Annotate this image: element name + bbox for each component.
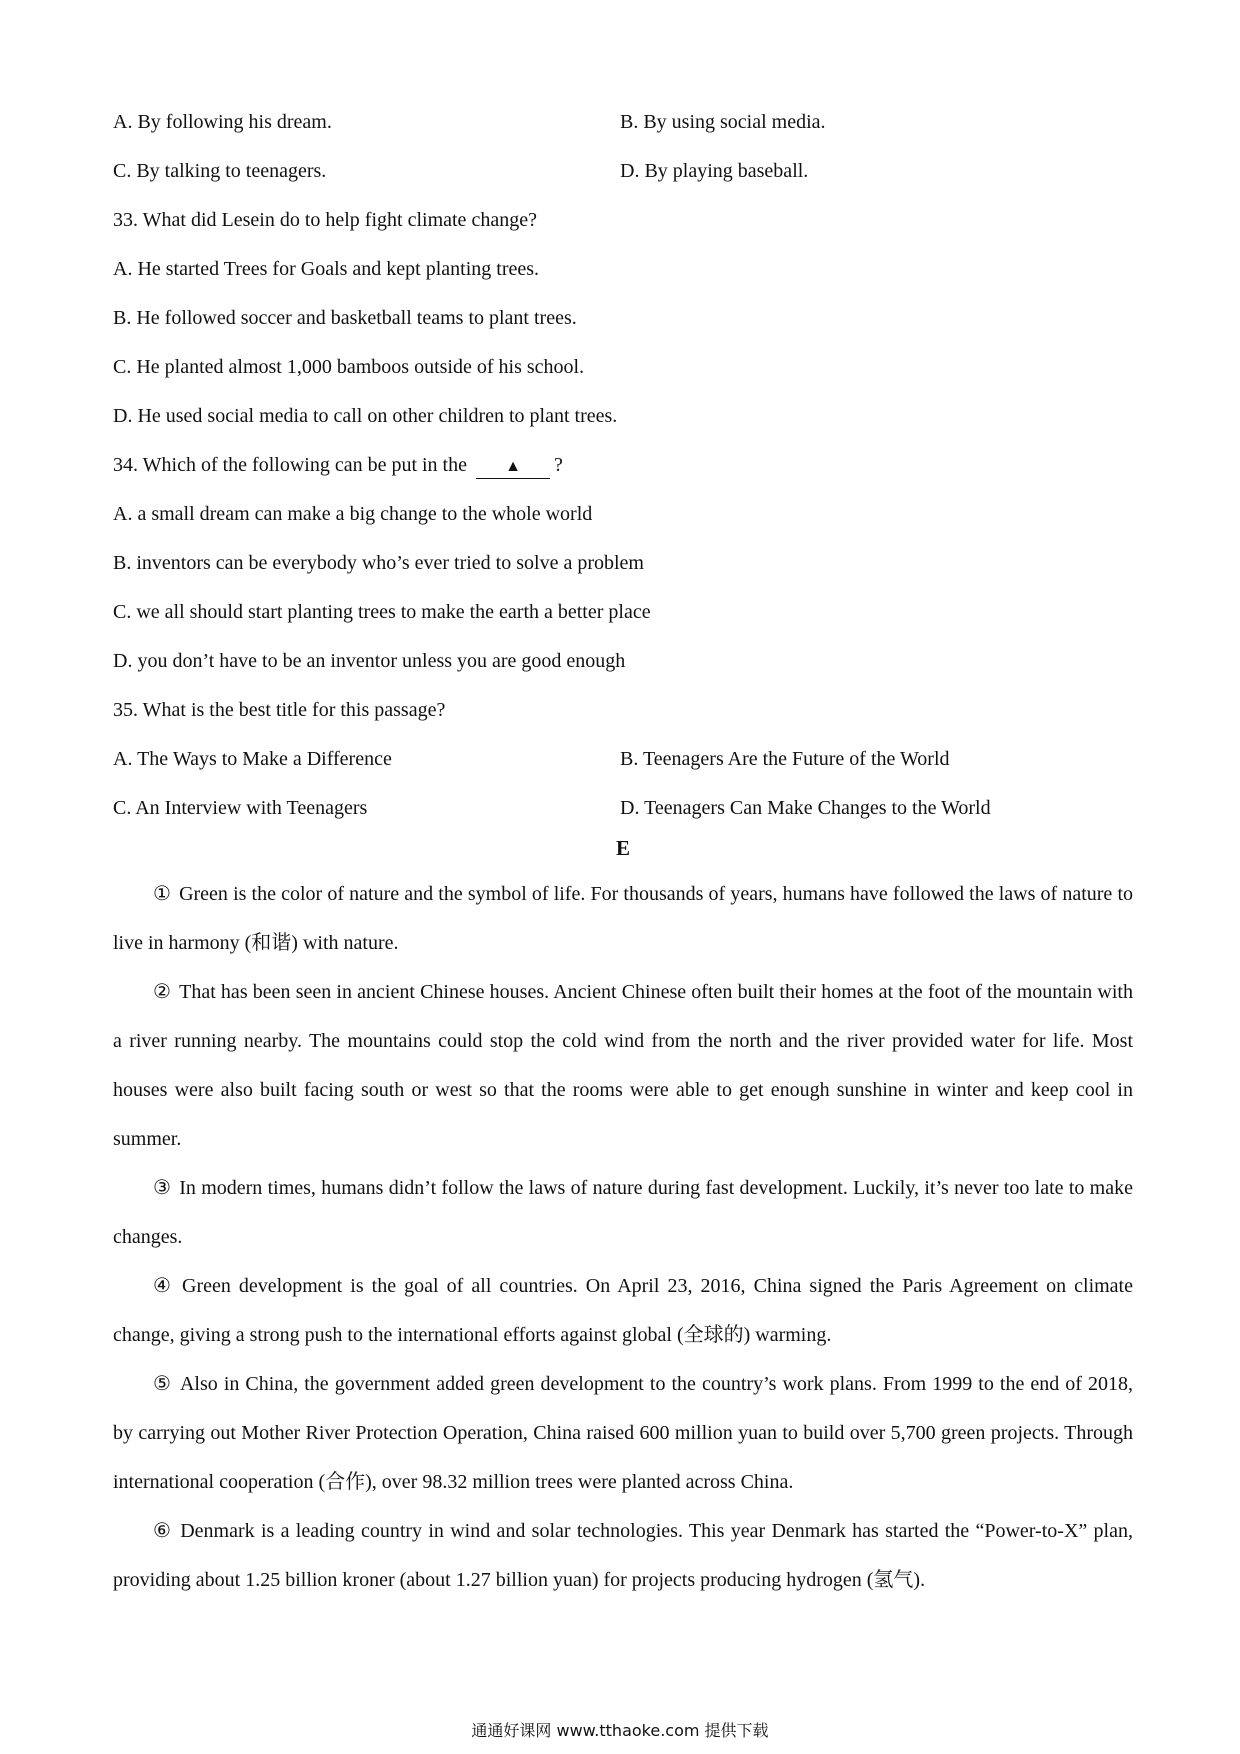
q35-option-a: A. The Ways to Make a Difference (113, 748, 392, 770)
passage-paragraph-1 (113, 870, 1133, 968)
passage-paragraph-4 (113, 1262, 1133, 1360)
paragraph-text: In modern times, humans didn’t follow the laws of nature during fast development. Luckily, it’s never too late to make changes. (113, 1177, 1133, 1248)
q32-options-row-2 (113, 147, 1133, 196)
page-content (113, 98, 1133, 1605)
paragraph-text: Also in China, the government added green development to the country’s work plans. From 1999 to the end of 2018, by carrying out Mother River Protection Operation, China raised 600 million yuan to build over 5,700 green projects. Through international cooperation (合作), over 98.32 million trees were planted across China. (113, 1373, 1133, 1493)
paragraph-text: Green development is the goal of all countries. On April 23, 2016, China signed the Paris Agreement on climate change, giving a strong push to the international efforts against global (全球的) warming. (113, 1275, 1133, 1346)
paragraph-number: ⑤ (153, 1373, 172, 1395)
paragraph-number: ④ (153, 1275, 174, 1297)
q32-option-a: A. By following his dream. (113, 111, 332, 133)
paragraph-number: ③ (153, 1177, 172, 1199)
paragraph-text: That has been seen in ancient Chinese houses. Ancient Chinese often built their homes at the foot of the mountain with a river running nearby. The mountains could stop the cold wind from the north and the river provided water for life. Most houses were also built facing south or west so that the rooms were able to get enough sunshine in winter and keep cool in summer. (113, 981, 1133, 1150)
q34-option-d: D. you don’t have to be an inventor unless you are good enough (113, 650, 626, 672)
q32-option-d: D. By playing baseball. (620, 160, 809, 182)
q34-blank: ▲ (476, 456, 550, 479)
q33-option-b: B. He followed soccer and basketball teams to plant trees. (113, 307, 577, 329)
q33-option-a: A. He started Trees for Goals and kept planting trees. (113, 258, 540, 280)
q34-option-b: B. inventors can be everybody who’s ever tried to solve a problem (113, 552, 644, 574)
passage-paragraph-6 (113, 1507, 1133, 1605)
paragraph-number: ⑥ (153, 1520, 173, 1542)
paragraph-number: ① (153, 883, 172, 905)
page-footer: 通通好课网 www.tthaoke.com 提供下载 (471, 1721, 769, 1740)
q34-stem (113, 441, 1133, 490)
q35-option-b: B. Teenagers Are the Future of the World (620, 748, 950, 770)
q33-stem: 33. What did Lesein do to help fight climate change? (113, 209, 537, 231)
q34-option-c: C. we all should start planting trees to make the earth a better place (113, 601, 651, 623)
q34-stem-text: 34. Which of the following can be put in the (113, 454, 467, 476)
passage-paragraph-3 (113, 1164, 1133, 1262)
q32-options-row-1 (113, 98, 1133, 147)
q33-option-c: C. He planted almost 1,000 bamboos outside of his school. (113, 356, 585, 378)
q35-options-row-1 (113, 735, 1133, 784)
section-e-title: E (615, 836, 630, 860)
q33-option-d: D. He used social media to call on other children to plant trees. (113, 405, 618, 427)
q34-stem-end: ? (554, 454, 563, 476)
paragraph-text: Denmark is a leading country in wind and solar technologies. This year Denmark has started the “Power-to-X” plan, providing about 1.25 billion kroner (about 1.27 billion yuan) for projects producing hydrogen (氢气). (113, 1520, 1133, 1591)
q34-option-a: A. a small dream can make a big change to the whole world (113, 503, 593, 525)
q32-option-c: C. By talking to teenagers. (113, 160, 327, 182)
passage-paragraph-2 (113, 968, 1133, 1164)
q35-option-d: D. Teenagers Can Make Changes to the World (620, 797, 991, 819)
passage-paragraph-5 (113, 1360, 1133, 1507)
paragraph-text: Green is the color of nature and the symbol of life. For thousands of years, humans have followed the laws of nature to live in harmony (和谐) with nature. (113, 883, 1134, 954)
q32-option-b: B. By using social media. (620, 111, 826, 133)
q35-stem: 35. What is the best title for this passage? (113, 699, 446, 721)
q35-options-row-2 (113, 784, 1133, 833)
q35-option-c: C. An Interview with Teenagers (113, 797, 368, 819)
paragraph-number: ② (153, 981, 172, 1003)
